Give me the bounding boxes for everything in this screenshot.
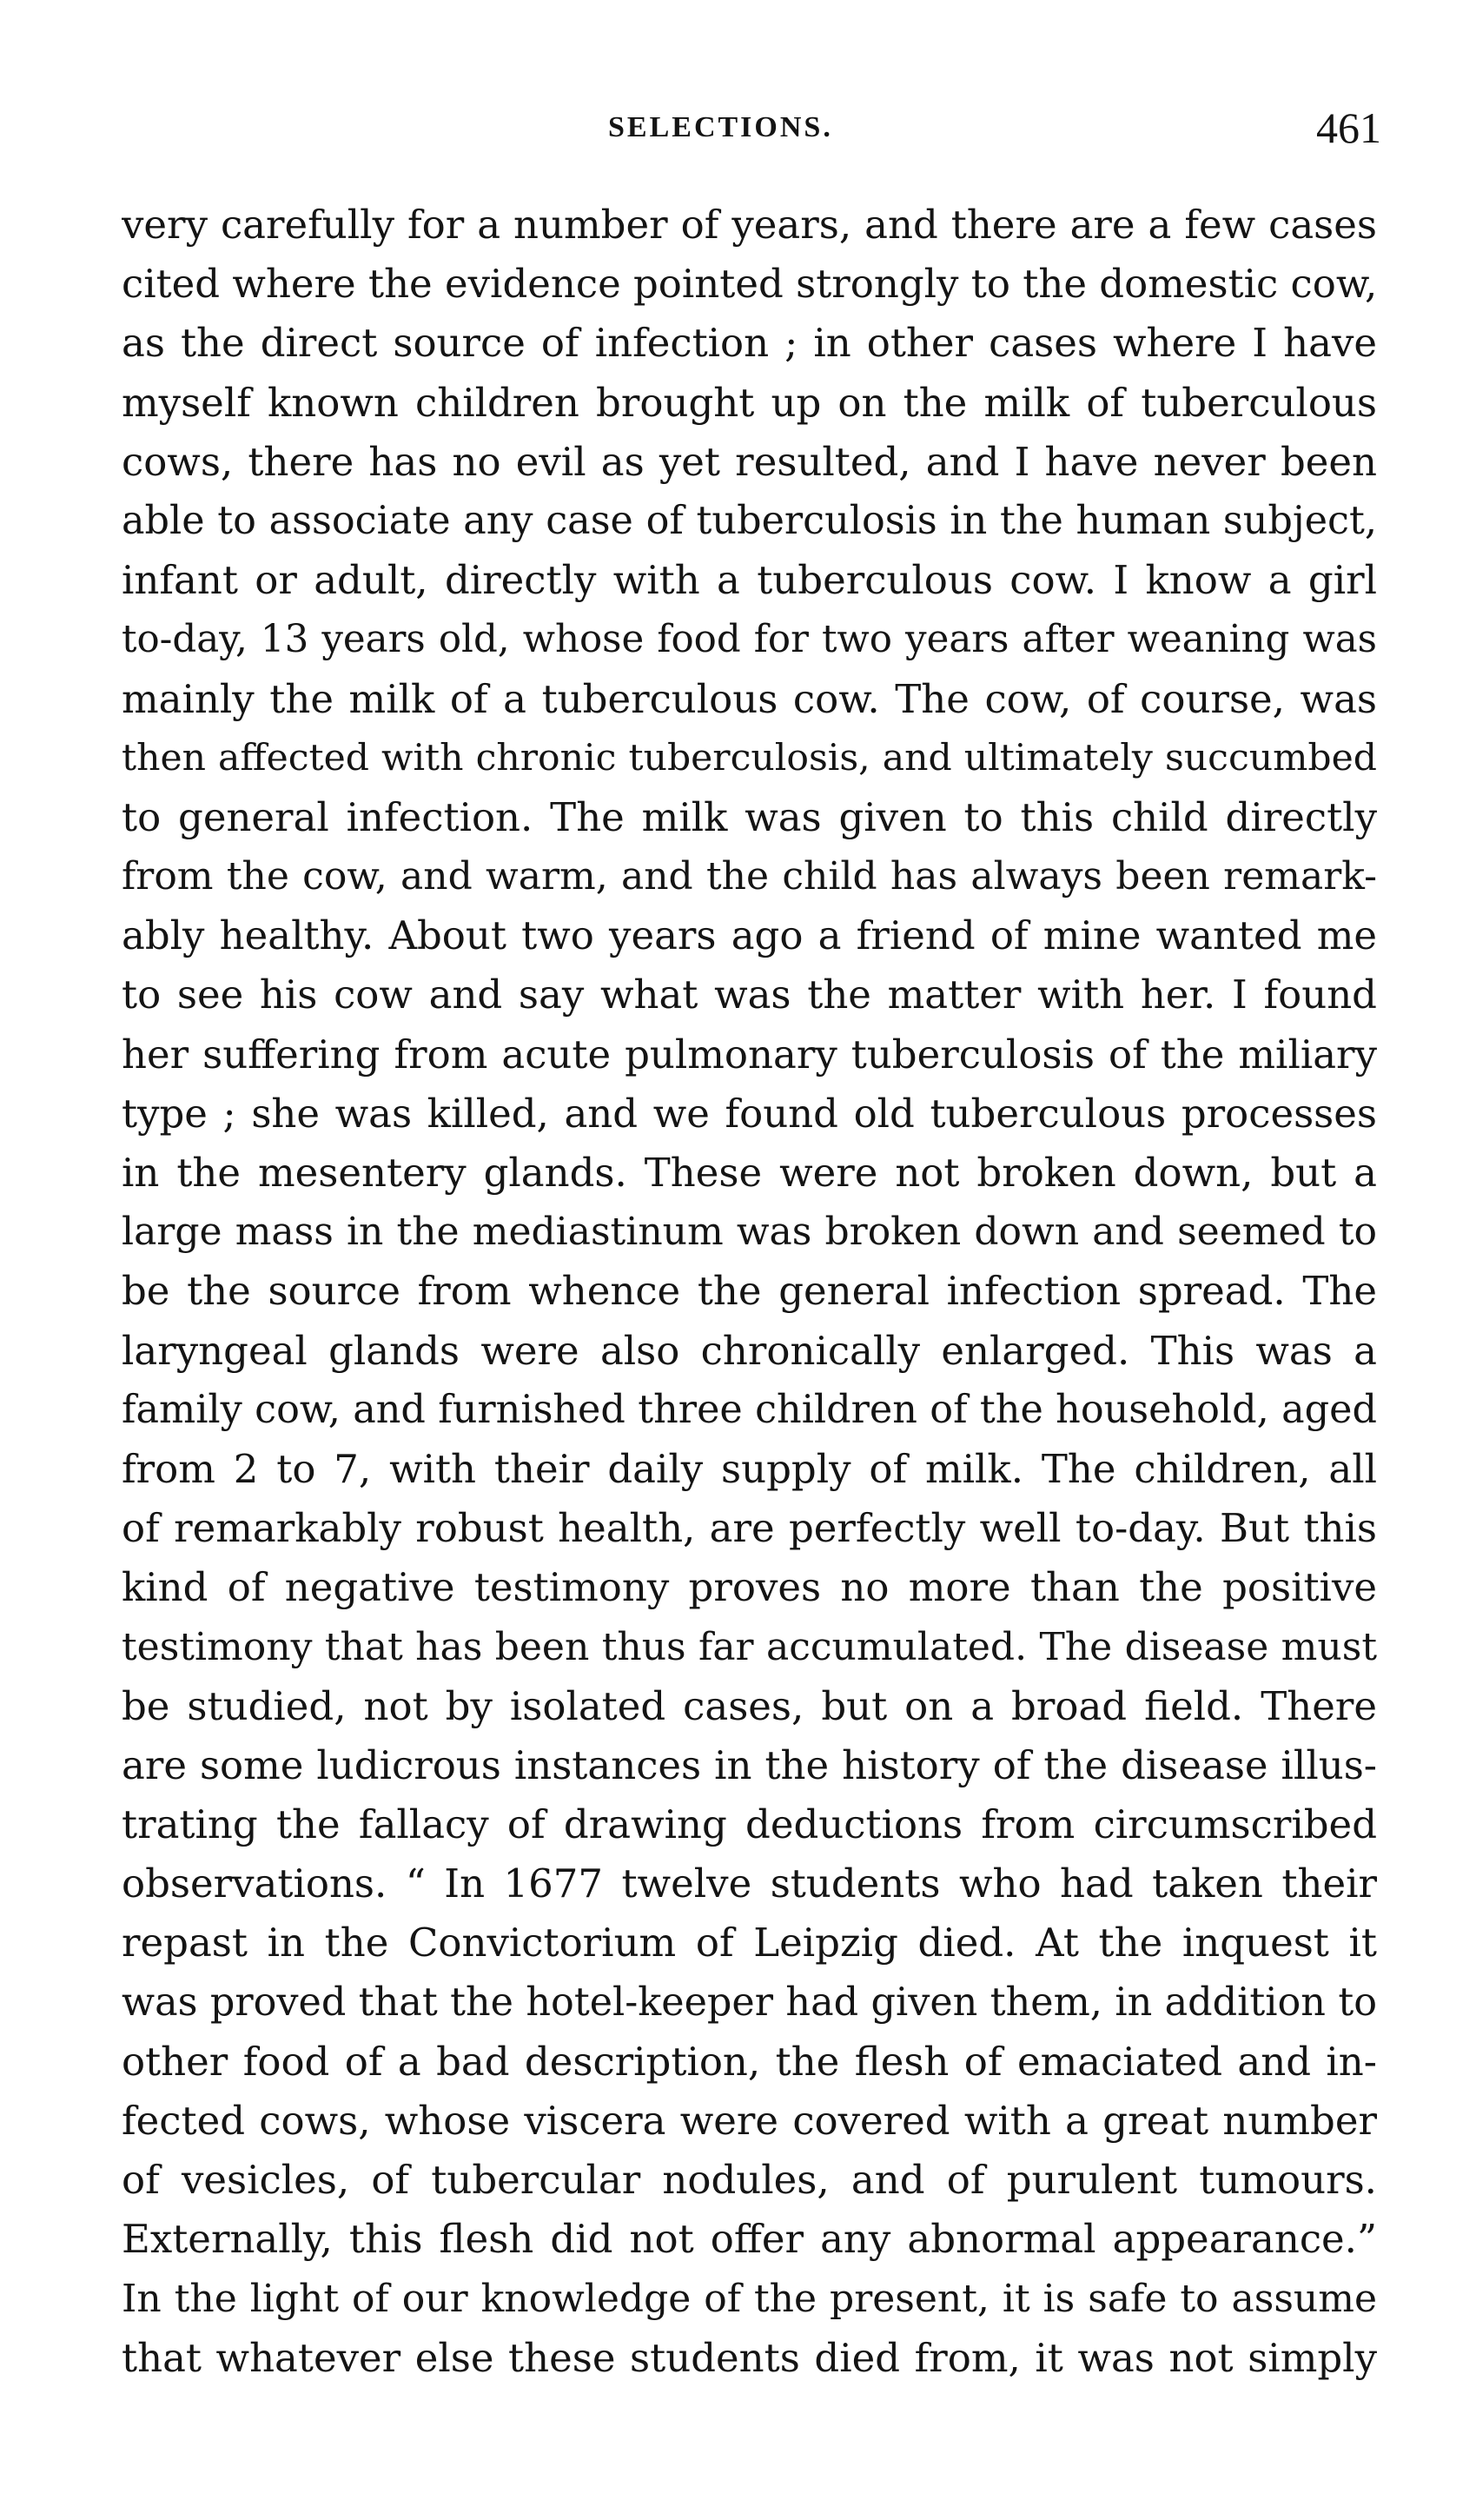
text-line: family cow, and furnished three children of the household, aged bbox=[122, 1387, 1377, 1432]
text-line: cited where the evidence pointed strongly to the domestic cow, bbox=[122, 261, 1377, 308]
text-line: that whatever else these students died from, it was not simply bbox=[122, 2334, 1377, 2381]
text-line: very carefully for a number of years, and there are a few cases bbox=[122, 202, 1377, 248]
text-line: to general infection. The milk was given to this child directly bbox=[122, 793, 1377, 840]
text-line: be studied, not by isolated cases, but on a broad field. There bbox=[122, 1682, 1377, 1729]
text-line: are some ludicrous instances in the history of the disease illus- bbox=[122, 1741, 1377, 1788]
text-line: from the cow, and warm, and the child has always been remark- bbox=[122, 854, 1377, 899]
running-title: SELECTIONS. bbox=[608, 111, 833, 143]
text-line: then affected with chronic tuberculosis, and ultimately succumbed bbox=[122, 736, 1377, 779]
text-line: was proved that the hotel-keeper had given them, in addition to bbox=[122, 1980, 1377, 2025]
body-text bbox=[122, 196, 1377, 2388]
text-line: be the source from whence the general infection spread. The bbox=[122, 1268, 1377, 1315]
text-line: of vesicles, of tubercular nodules, and of purulent tumours. bbox=[122, 2157, 1377, 2204]
text-line: laryngeal glands were also chronically enlarged. This was a bbox=[122, 1327, 1377, 1374]
text-line: from 2 to 7, with their daily supply of milk. The children, all bbox=[122, 1445, 1377, 1492]
text-line: testimony that has been thus far accumulated. The disease must bbox=[122, 1624, 1377, 1669]
text-line: other food of a bad description, the flesh of emaciated and in- bbox=[122, 2038, 1377, 2085]
text-line: kind of negative testimony proves no more than the positive bbox=[122, 1564, 1377, 1611]
text-line: infant or adult, directly with a tuberculous cow. I know a girl bbox=[122, 557, 1377, 604]
text-line: in the mesentery glands. These were not broken down, but a bbox=[122, 1150, 1377, 1196]
text-line: ably healthy. About two years ago a friend of mine wanted me bbox=[122, 912, 1377, 959]
page-number: 461 bbox=[1316, 103, 1381, 152]
text-line: to-day, 13 years old, whose food for two years after weaning was bbox=[122, 618, 1377, 662]
text-line: cows, there has no evil as yet resulted, and I have never been bbox=[122, 438, 1377, 485]
text-line: large mass in the mediastinum was broken down and seemed to bbox=[122, 1210, 1377, 1255]
text-line: of remarkably robust health, are perfectly well to-day. But this bbox=[122, 1505, 1377, 1552]
text-line: type ; she was killed, and we found old tuberculous processes bbox=[122, 1090, 1377, 1137]
text-line: able to associate any case of tuberculosis in the human subject, bbox=[122, 498, 1377, 543]
text-line: In the light of our knowledge of the present, it is safe to assume bbox=[122, 2276, 1377, 2321]
text-line: as the direct source of infection ; in other cases where I have bbox=[122, 320, 1377, 367]
text-line: trating the fallacy of drawing deductions from circumscribed bbox=[122, 1801, 1377, 1848]
text-line: her suffering from acute pulmonary tuberculosis of the miliary bbox=[122, 1031, 1377, 1078]
text-line: repast in the Convictorium of Leipzig died. At the inquest it bbox=[122, 1920, 1377, 1966]
text-line: mainly the milk of a tuberculous cow. The cow, of course, was bbox=[122, 675, 1377, 722]
text-line: myself known children brought up on the milk of tuberculous bbox=[122, 379, 1377, 426]
text-line: observations. “ In 1677 twelve students who had taken their bbox=[122, 1860, 1377, 1907]
text-line: Externally, this flesh did not offer any abnormal appearance.” bbox=[122, 2216, 1377, 2263]
text-line: fected cows, whose viscera were covered with a great number bbox=[122, 2098, 1377, 2144]
text-line: to see his cow and say what was the matter with her. I found bbox=[122, 972, 1377, 1018]
running-head bbox=[122, 103, 1381, 163]
